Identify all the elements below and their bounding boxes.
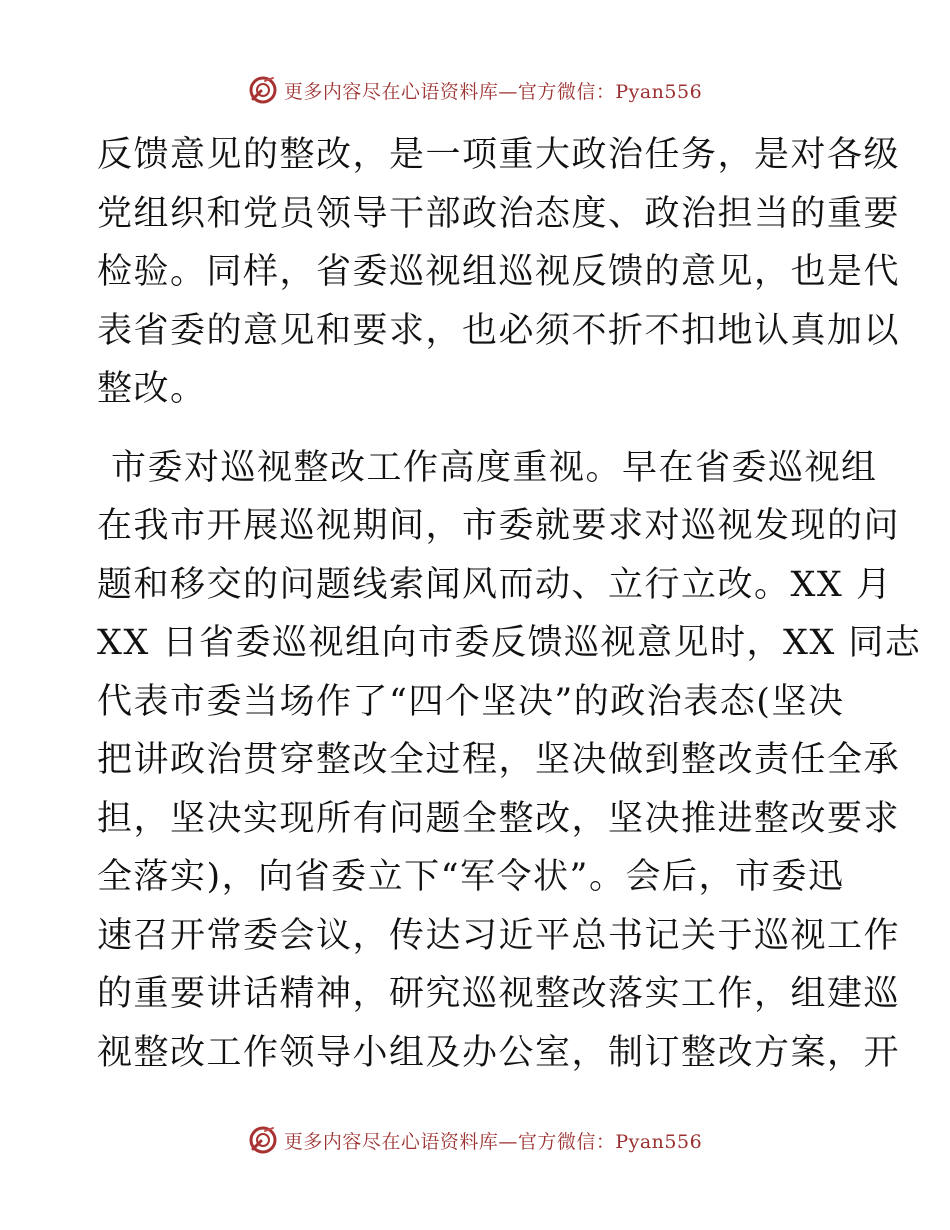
text-line: 在我市开展巡视期间，市委就要求对巡视发现的问 — [97, 506, 901, 546]
footer-banner — [0, 1122, 950, 1158]
header-banner — [0, 72, 950, 108]
seal-logo-icon — [248, 75, 278, 105]
text-line: 检验。同样，省委巡视组巡视反馈的意见，也是代 — [97, 252, 901, 292]
text-line: 全落实)，向省委立下“军令状”。会后，市委迅 — [97, 857, 845, 897]
text-line: 视整改工作领导小组及办公室，制订整改方案，开 — [97, 1032, 901, 1073]
paragraph-1 — [97, 126, 901, 419]
text-line: 题和移交的问题线索闻风而动、立行立改。XX 月 — [97, 564, 893, 605]
text-line: 反馈意见的整改，是一项重大政治任务，是对各级 — [97, 135, 901, 175]
text-line: 代表市委当场作了“四个坚决”的政治表态(坚决 — [97, 681, 845, 722]
seal-logo-icon — [248, 1125, 278, 1155]
text-line: 党组织和党员领导干部政治态度、政治担当的重要 — [97, 193, 901, 234]
text-line: XX 日省委巡视组向市委反馈巡视意见时，XX 同志 — [97, 623, 922, 663]
document-body — [97, 126, 922, 1082]
text-line: 表省委的意见和要求，也必须不折不扣地认真加以 — [97, 310, 901, 351]
text-line: 的重要讲话精神，研究巡视整改落实工作，组建巡 — [97, 974, 901, 1014]
text-line: 担，坚决实现所有问题全整改，坚决推进整改要求 — [97, 798, 901, 839]
text-line: 整改。 — [97, 369, 207, 409]
header-banner-inner — [248, 75, 702, 105]
footer-banner-inner — [248, 1125, 702, 1155]
text-line: 市委对巡视整改工作高度重视。早在省委巡视组 — [111, 447, 878, 488]
footer-banner-text: 更多内容尽在心语资料库—官方微信：Pyan556 — [283, 1130, 703, 1153]
text-line: 速召开常委会议，传达习近平总书记关于巡视工作 — [97, 915, 901, 956]
header-banner-text: 更多内容尽在心语资料库—官方微信：Pyan556 — [283, 80, 703, 103]
text-line: 把讲政治贯穿整改全过程，坚决做到整改责任全承 — [97, 740, 901, 780]
paragraph-2 — [97, 439, 922, 1083]
